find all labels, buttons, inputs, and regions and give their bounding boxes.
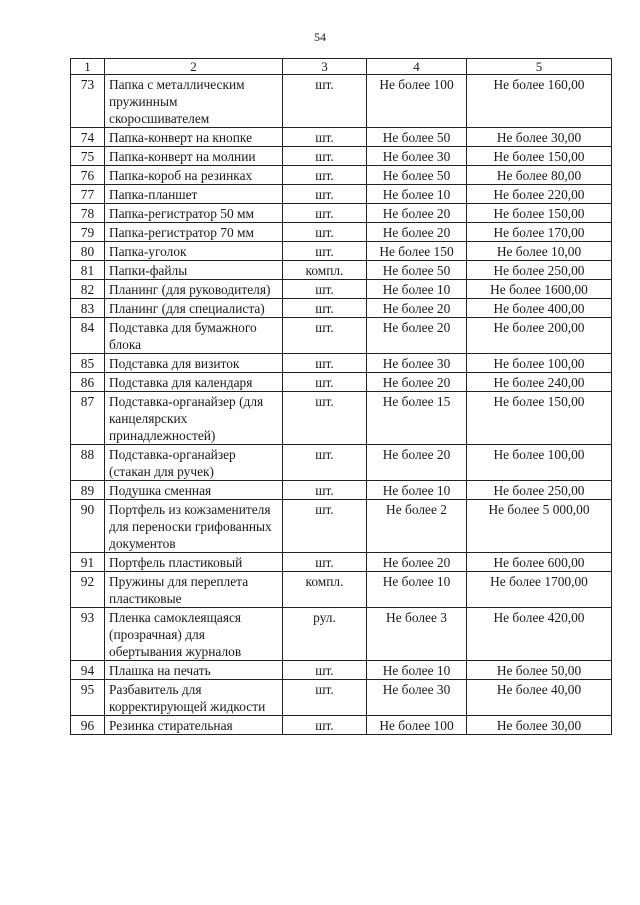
price-cell: Не более 80,00: [467, 166, 612, 185]
table-row: [71, 280, 612, 299]
unit-cell: шт.: [283, 392, 367, 445]
price-cell: Не более 30,00: [467, 716, 612, 735]
quantity-cell: Не более 10: [367, 661, 467, 680]
row-number-cell: 94: [71, 661, 105, 680]
quantity-cell: Не более 20: [367, 318, 467, 354]
price-cell: Не более 250,00: [467, 261, 612, 280]
item-name-cell: Папка-короб на резинках: [105, 166, 283, 185]
table-row: [71, 185, 612, 204]
price-cell: Не более 600,00: [467, 553, 612, 572]
table-row: [71, 392, 612, 445]
table-row: [71, 608, 612, 661]
quantity-cell: Не более 2: [367, 500, 467, 553]
quantity-cell: Не более 100: [367, 75, 467, 128]
quantity-cell: Не более 100: [367, 716, 467, 735]
unit-cell: компл.: [283, 261, 367, 280]
price-cell: Не более 150,00: [467, 204, 612, 223]
row-number-cell: 95: [71, 680, 105, 716]
price-cell: Не более 170,00: [467, 223, 612, 242]
item-name-cell: Подставка для календаря: [105, 373, 283, 392]
item-name-cell: Папка-конверт на кнопке: [105, 128, 283, 147]
table-row: [71, 680, 612, 716]
item-name-cell: Планинг (для специалиста): [105, 299, 283, 318]
item-name-cell: Папка-регистратор 70 мм: [105, 223, 283, 242]
quantity-cell: Не более 50: [367, 261, 467, 280]
quantity-cell: Не более 20: [367, 204, 467, 223]
quantity-cell: Не более 50: [367, 128, 467, 147]
quantity-cell: Не более 3: [367, 608, 467, 661]
quantity-cell: Не более 20: [367, 445, 467, 481]
price-cell: Не более 240,00: [467, 373, 612, 392]
column-header: 4: [367, 59, 467, 75]
row-number-cell: 90: [71, 500, 105, 553]
price-cell: Не более 1600,00: [467, 280, 612, 299]
item-name-cell: Папка-конверт на молнии: [105, 147, 283, 166]
unit-cell: шт.: [283, 661, 367, 680]
quantity-cell: Не более 30: [367, 147, 467, 166]
quantity-cell: Не более 50: [367, 166, 467, 185]
table-row: [71, 318, 612, 354]
item-name-cell: Папки-файлы: [105, 261, 283, 280]
row-number-cell: 78: [71, 204, 105, 223]
unit-cell: шт.: [283, 128, 367, 147]
price-cell: Не более 100,00: [467, 354, 612, 373]
table-row: [71, 481, 612, 500]
item-name-cell: Подставка для бумажного блока: [105, 318, 283, 354]
item-name-cell: Подставка-органайзер (для канцелярских принадлежностей): [105, 392, 283, 445]
row-number-cell: 82: [71, 280, 105, 299]
price-cell: Не более 150,00: [467, 147, 612, 166]
unit-cell: шт.: [283, 680, 367, 716]
column-header: 3: [283, 59, 367, 75]
row-number-cell: 76: [71, 166, 105, 185]
item-name-cell: Пружины для переплета пластиковые: [105, 572, 283, 608]
quantity-cell: Не более 10: [367, 280, 467, 299]
price-cell: Не более 160,00: [467, 75, 612, 128]
table-row: [71, 445, 612, 481]
quantity-cell: Не более 150: [367, 242, 467, 261]
quantity-cell: Не более 20: [367, 373, 467, 392]
quantity-cell: Не более 10: [367, 481, 467, 500]
table-header-row: [71, 59, 612, 75]
price-cell: Не более 250,00: [467, 481, 612, 500]
unit-cell: шт.: [283, 147, 367, 166]
quantity-cell: Не более 10: [367, 572, 467, 608]
unit-cell: шт.: [283, 299, 367, 318]
price-cell: Не более 30,00: [467, 128, 612, 147]
table-row: [71, 242, 612, 261]
row-number-cell: 92: [71, 572, 105, 608]
quantity-cell: Не более 20: [367, 553, 467, 572]
quantity-cell: Не более 20: [367, 223, 467, 242]
row-number-cell: 88: [71, 445, 105, 481]
table-row: [71, 373, 612, 392]
item-name-cell: Портфель пластиковый: [105, 553, 283, 572]
unit-cell: компл.: [283, 572, 367, 608]
row-number-cell: 80: [71, 242, 105, 261]
item-name-cell: Папка-планшет: [105, 185, 283, 204]
unit-cell: шт.: [283, 500, 367, 553]
item-name-cell: Подставка для визиток: [105, 354, 283, 373]
unit-cell: шт.: [283, 242, 367, 261]
row-number-cell: 74: [71, 128, 105, 147]
row-number-cell: 89: [71, 481, 105, 500]
item-name-cell: Подставка-органайзер (стакан для ручек): [105, 445, 283, 481]
unit-cell: шт.: [283, 185, 367, 204]
item-name-cell: Резинка стирательная: [105, 716, 283, 735]
column-header: 5: [467, 59, 612, 75]
table-row: [71, 553, 612, 572]
unit-cell: шт.: [283, 223, 367, 242]
item-name-cell: Подушка сменная: [105, 481, 283, 500]
table-row: [71, 500, 612, 553]
unit-cell: шт.: [283, 481, 367, 500]
price-cell: Не более 220,00: [467, 185, 612, 204]
price-cell: Не более 10,00: [467, 242, 612, 261]
row-number-cell: 83: [71, 299, 105, 318]
row-number-cell: 77: [71, 185, 105, 204]
price-cell: Не более 100,00: [467, 445, 612, 481]
unit-cell: рул.: [283, 608, 367, 661]
price-cell: Не более 200,00: [467, 318, 612, 354]
item-name-cell: Планинг (для руководителя): [105, 280, 283, 299]
row-number-cell: 79: [71, 223, 105, 242]
unit-cell: шт.: [283, 354, 367, 373]
unit-cell: шт.: [283, 75, 367, 128]
row-number-cell: 86: [71, 373, 105, 392]
row-number-cell: 81: [71, 261, 105, 280]
items-table: [70, 58, 612, 735]
item-name-cell: Папка с металлическим пружинным скоросшивателем: [105, 75, 283, 128]
item-name-cell: Папка-регистратор 50 мм: [105, 204, 283, 223]
row-number-cell: 75: [71, 147, 105, 166]
item-name-cell: Пленка самоклеящаяся (прозрачная) для обертывания журналов: [105, 608, 283, 661]
price-cell: Не более 1700,00: [467, 572, 612, 608]
quantity-cell: Не более 30: [367, 354, 467, 373]
column-header: 1: [71, 59, 105, 75]
unit-cell: шт.: [283, 204, 367, 223]
table-row: [71, 223, 612, 242]
table-row: [71, 299, 612, 318]
unit-cell: шт.: [283, 445, 367, 481]
table-row: [71, 128, 612, 147]
row-number-cell: 84: [71, 318, 105, 354]
unit-cell: шт.: [283, 716, 367, 735]
quantity-cell: Не более 20: [367, 299, 467, 318]
price-cell: Не более 420,00: [467, 608, 612, 661]
row-number-cell: 91: [71, 553, 105, 572]
row-number-cell: 73: [71, 75, 105, 128]
price-cell: Не более 400,00: [467, 299, 612, 318]
item-name-cell: Плашка на печать: [105, 661, 283, 680]
table-row: [71, 204, 612, 223]
table-row: [71, 166, 612, 185]
row-number-cell: 93: [71, 608, 105, 661]
item-name-cell: Папка-уголок: [105, 242, 283, 261]
unit-cell: шт.: [283, 166, 367, 185]
table-row: [71, 572, 612, 608]
table-row: [71, 261, 612, 280]
column-header: 2: [105, 59, 283, 75]
page-number: 54: [314, 30, 326, 44]
row-number-cell: 85: [71, 354, 105, 373]
unit-cell: шт.: [283, 280, 367, 299]
quantity-cell: Не более 30: [367, 680, 467, 716]
item-name-cell: Разбавитель для корректирующей жидкости: [105, 680, 283, 716]
price-cell: Не более 40,00: [467, 680, 612, 716]
item-name-cell: Портфель из кожзаменителя для переноски грифованных документов: [105, 500, 283, 553]
table-row: [71, 75, 612, 128]
row-number-cell: 96: [71, 716, 105, 735]
table-row: [71, 354, 612, 373]
unit-cell: шт.: [283, 553, 367, 572]
row-number-cell: 87: [71, 392, 105, 445]
unit-cell: шт.: [283, 318, 367, 354]
price-cell: Не более 150,00: [467, 392, 612, 445]
table-row: [71, 716, 612, 735]
quantity-cell: Не более 10: [367, 185, 467, 204]
table-row: [71, 661, 612, 680]
price-cell: Не более 5 000,00: [467, 500, 612, 553]
unit-cell: шт.: [283, 373, 367, 392]
price-cell: Не более 50,00: [467, 661, 612, 680]
table-row: [71, 147, 612, 166]
quantity-cell: Не более 15: [367, 392, 467, 445]
